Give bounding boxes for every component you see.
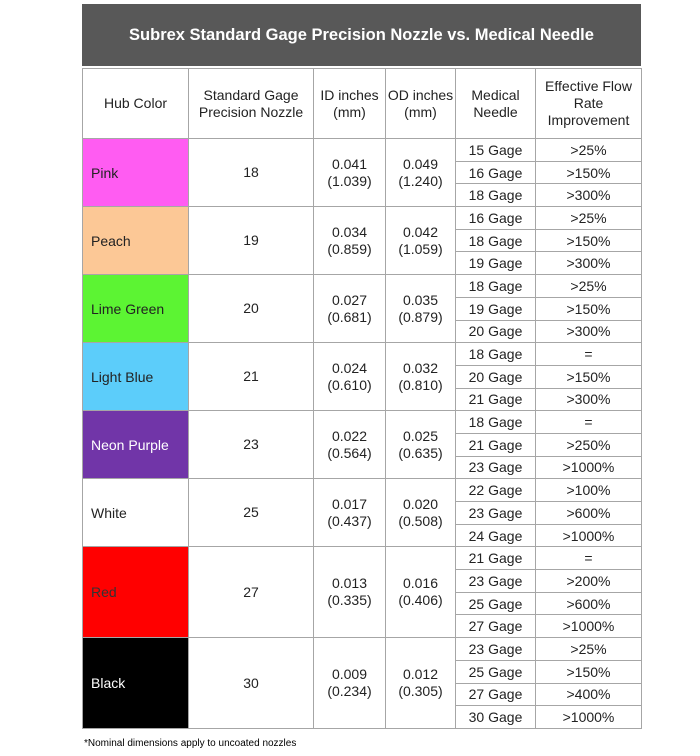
od-inches: 0.020 (402, 495, 439, 512)
id-mm: (0.681) (327, 308, 372, 325)
medical-needle-cell: 21 Gage (456, 433, 536, 456)
id-cell (314, 343, 386, 411)
flow-improvement-cell: >300% (536, 252, 642, 275)
flow-improvement-cell: >1000% (536, 706, 642, 729)
flow-improvement-cell: >600% (536, 502, 642, 525)
id-cell (314, 139, 386, 207)
hub-color-cell: Peach (83, 207, 189, 275)
hub-color-cell: Red (83, 547, 189, 638)
medical-needle-cell: 22 Gage (456, 479, 536, 502)
flow-improvement-cell: >300% (536, 184, 642, 207)
medical-needle-cell: 23 Gage (456, 456, 536, 479)
od-cell (386, 411, 456, 479)
od-cell (386, 479, 456, 547)
header-row (83, 69, 642, 139)
medical-needle-cell: 18 Gage (456, 229, 536, 252)
medical-needle-cell: 19 Gage (456, 297, 536, 320)
standard-gage-cell: 23 (189, 411, 314, 479)
flow-improvement-cell: >600% (536, 592, 642, 615)
flow-improvement-cell: >25% (536, 139, 642, 162)
standard-gage-cell: 27 (189, 547, 314, 638)
medical-needle-cell: 16 Gage (456, 207, 536, 230)
od-inches: 0.025 (402, 427, 439, 444)
od-inches: 0.016 (402, 575, 439, 592)
id-inches: 0.022 (331, 427, 368, 444)
flow-improvement-cell: >25% (536, 207, 642, 230)
od-mm: (0.305) (398, 683, 443, 699)
od-mm: (0.406) (398, 592, 443, 609)
medical-needle-cell: 20 Gage (456, 365, 536, 388)
medical-needle-cell: 23 Gage (456, 570, 536, 593)
medical-needle-cell: 23 Gage (456, 502, 536, 525)
id-cell (314, 547, 386, 638)
flow-improvement-cell: >400% (536, 683, 642, 706)
flow-improvement-cell: >1000% (536, 524, 642, 547)
standard-gage-cell: 21 (189, 343, 314, 411)
od-inches: 0.032 (402, 359, 439, 376)
hub-color-cell: Neon Purple (83, 411, 189, 479)
medical-needle-cell: 18 Gage (456, 411, 536, 434)
flow-improvement-cell: >150% (536, 161, 642, 184)
header-hub-color: Hub Color (83, 69, 189, 139)
standard-gage-cell: 30 (189, 638, 314, 729)
id-cell (314, 275, 386, 343)
od-mm: (0.635) (398, 444, 443, 461)
table-row (83, 343, 642, 366)
od-inches: 0.035 (402, 291, 439, 308)
od-cell (386, 547, 456, 638)
od-inches: 0.049 (402, 155, 439, 172)
medical-needle-cell: 19 Gage (456, 252, 536, 275)
header-id: ID inches (mm) (314, 69, 386, 139)
flow-improvement-cell: >150% (536, 297, 642, 320)
flow-improvement-cell: >150% (536, 229, 642, 252)
od-inches: 0.042 (402, 223, 439, 240)
flow-improvement-cell: = (536, 547, 642, 570)
table-row (83, 411, 642, 434)
flow-improvement-cell: = (536, 411, 642, 434)
standard-gage-cell: 19 (189, 207, 314, 275)
flow-improvement-cell: >300% (536, 388, 642, 411)
table-row (83, 547, 642, 570)
flow-improvement-cell: >1000% (536, 615, 642, 638)
id-inches: 0.017 (331, 495, 368, 512)
flow-improvement-cell: >1000% (536, 456, 642, 479)
standard-gage-cell: 18 (189, 139, 314, 207)
flow-improvement-cell: >150% (536, 660, 642, 683)
table-body (83, 139, 642, 729)
od-cell (386, 275, 456, 343)
flow-improvement-cell: >250% (536, 433, 642, 456)
id-inches: 0.027 (331, 291, 368, 308)
id-cell (314, 411, 386, 479)
medical-needle-cell: 25 Gage (456, 592, 536, 615)
od-cell (386, 139, 456, 207)
od-mm: (0.810) (398, 376, 443, 393)
medical-needle-cell: 27 Gage (456, 615, 536, 638)
hub-color-cell: Pink (83, 139, 189, 207)
header-flow-improvement: Effective Flow Rate Improvement (536, 69, 642, 139)
medical-needle-cell: 23 Gage (456, 638, 536, 661)
flow-improvement-cell: = (536, 343, 642, 366)
id-mm: (0.610) (327, 376, 372, 393)
od-cell (386, 207, 456, 275)
standard-gage-cell: 25 (189, 479, 314, 547)
medical-needle-cell: 21 Gage (456, 547, 536, 570)
flow-improvement-cell: >150% (536, 365, 642, 388)
od-cell (386, 343, 456, 411)
medical-needle-cell: 20 Gage (456, 320, 536, 343)
standard-gage-cell: 20 (189, 275, 314, 343)
od-mm: (1.240) (398, 172, 443, 189)
comparison-table-container (82, 4, 641, 729)
id-mm: (0.564) (327, 444, 372, 461)
table-row (83, 479, 642, 502)
flow-improvement-cell: >25% (536, 638, 642, 661)
medical-needle-cell: 27 Gage (456, 683, 536, 706)
table-title: Subrex Standard Gage Precision Nozzle vs. Medical Needle (82, 4, 641, 66)
od-cell (386, 638, 456, 729)
table-row (83, 638, 642, 661)
id-inches: 0.009 (331, 666, 368, 682)
medical-needle-cell: 24 Gage (456, 524, 536, 547)
medical-needle-cell: 15 Gage (456, 139, 536, 162)
medical-needle-cell: 21 Gage (456, 388, 536, 411)
hub-color-cell: Lime Green (83, 275, 189, 343)
header-standard-gage: Standard Gage Precision Nozzle (189, 69, 314, 139)
flow-improvement-cell: >200% (536, 570, 642, 593)
hub-color-cell: White (83, 479, 189, 547)
id-mm: (0.437) (327, 512, 372, 529)
medical-needle-cell: 18 Gage (456, 343, 536, 366)
id-mm: (0.859) (327, 240, 372, 257)
medical-needle-cell: 30 Gage (456, 706, 536, 729)
hub-color-cell: Light Blue (83, 343, 189, 411)
id-mm: (0.335) (327, 592, 372, 609)
medical-needle-cell: 18 Gage (456, 184, 536, 207)
id-inches: 0.013 (331, 575, 368, 592)
id-mm: (1.039) (327, 172, 372, 189)
comparison-table (82, 68, 642, 729)
header-medical-needle: Medical Needle (456, 69, 536, 139)
id-inches: 0.034 (331, 223, 368, 240)
id-inches: 0.041 (331, 155, 368, 172)
flow-improvement-cell: >100% (536, 479, 642, 502)
id-inches: 0.024 (331, 359, 368, 376)
id-cell (314, 479, 386, 547)
footnote: *Nominal dimensions apply to uncoated nozzles (84, 738, 297, 749)
table-row (83, 207, 642, 230)
id-cell (314, 207, 386, 275)
hub-color-cell: Black (83, 638, 189, 729)
medical-needle-cell: 16 Gage (456, 161, 536, 184)
od-mm: (1.059) (398, 240, 443, 257)
table-row (83, 275, 642, 298)
od-mm: (0.508) (398, 512, 443, 529)
flow-improvement-cell: >25% (536, 275, 642, 298)
od-inches: 0.012 (402, 666, 439, 682)
medical-needle-cell: 25 Gage (456, 660, 536, 683)
medical-needle-cell: 18 Gage (456, 275, 536, 298)
header-od: OD inches (mm) (386, 69, 456, 139)
id-mm: (0.234) (327, 683, 372, 699)
flow-improvement-cell: >300% (536, 320, 642, 343)
id-cell (314, 638, 386, 729)
table-row (83, 139, 642, 162)
od-mm: (0.879) (398, 308, 443, 325)
